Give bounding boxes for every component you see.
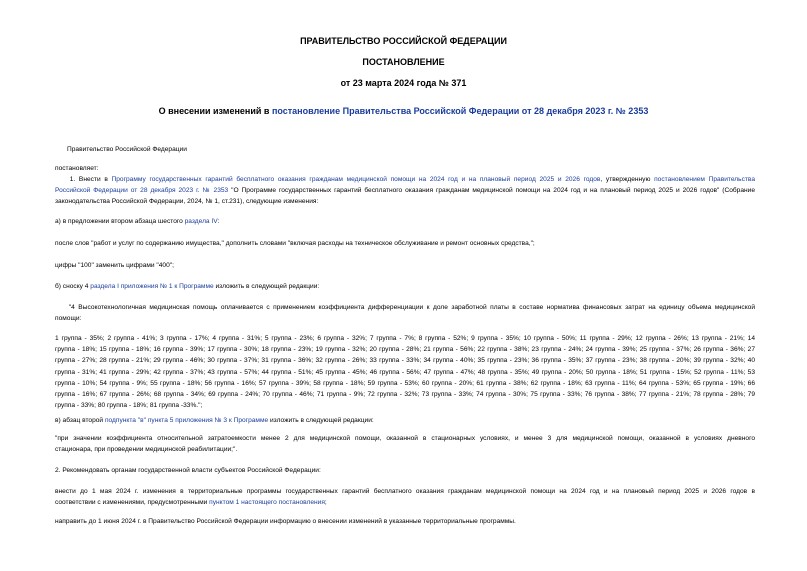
paragraph-2-a-line-1: внести до 1 мая 2024 г. изменения в территориальные программы государственных гарантий бесплатного оказания гражданам медицинской помощи на 2024 год и на плановый период 2025 и 2026 годов в	[55, 488, 755, 495]
p1-text-c: "О Программе государственных гарантий бесплатного оказания гражданам медицинской помощи на 2024 год и на плановый период 2025 и 2026 годов" (Собрание	[228, 187, 755, 195]
item-b-text: б) сноску 4	[55, 283, 91, 290]
paragraph-2: 2. Рекомендовать органам государственной власти субъектов Российской Федерации:	[55, 467, 321, 474]
item-v-quote	[55, 433, 755, 455]
group-line: группа - 27%; 28 группа - 21%; 29 группа - 46%; 30 группа - 37%; 31 группа - 36%; 32 группа - 26%; 33 группа - 33%; 34 группа - 40%; 35 группа - 23%; 36 группа - 35%; 37 группа - 23%; 38 группа - 20%; 39 группа - 32%; 40	[55, 357, 755, 365]
title-link[interactable]: постановление Правительства Российской Федерации от 28 декабря 2023 г. № 2353	[271, 106, 649, 116]
group-line: группа - 31%; 41 группа - 29%; 42 группа - 37%; 43 группа - 57%; 44 группа - 51%; 45 группа - 45%; 46 группа - 56%; 47 группа - 47%; 48 группа - 35%; 49 группа - 20%; 50 группа - 18%; 51 группа - 15%; 52 группа - 11%; 53	[55, 368, 755, 376]
date-number-heading: от 23 марта 2024 года № 371	[340, 78, 467, 88]
item-a-after-words: после слов "работ и услуг по содержанию имущества," дополнить словами "включая расходы на техническое обслуживание и ремонт основных средства,";	[55, 240, 535, 247]
section-iv-link[interactable]: раздела IV	[184, 218, 218, 225]
program-link[interactable]: Программу государственных гарантий бесплатного оказания гражданам медицинской помощи на 2024 год и на плановый период 2025 и 2026 годов	[111, 176, 601, 183]
paragraph-2-a-line-2	[55, 497, 755, 508]
decree-link-part-2[interactable]: Российской Федерации от 28 декабря 2023 г. № 2353	[55, 187, 229, 195]
group-line: группа - 10%; 54 группа - 9%; 55 группа - 18%; 56 группа - 16%; 57 группа - 39%; 58 группа - 18%; 59 группа - 53%; 60 группа - 20%; 61 группа - 38%; 62 группа - 18%; 63 группа - 11%; 64 группа - 53%; 65 группа - 19%; 66	[55, 379, 755, 387]
point-1-link[interactable]: пунктом 1 настоящего постановления	[209, 499, 325, 507]
item-v-text: в) абзац второй	[55, 417, 105, 424]
government-line: Правительство Российской Федерации	[67, 146, 187, 153]
appendix-3-link[interactable]: подпункта "в" пункта 5 приложения № 3 к Программе	[104, 417, 269, 424]
document-title	[0, 106, 807, 116]
doc-type-heading: ПОСТАНОВЛЕНИЕ	[362, 57, 445, 67]
item-b-tail: изложить в следующей редакции:	[213, 283, 320, 290]
item-a-colon: :	[217, 218, 220, 225]
group-line: группа - 33%; 80 группа - 18%; 81 группа -33%.";	[55, 402, 203, 410]
item-v	[55, 415, 374, 426]
paragraph-1	[55, 174, 755, 208]
paragraph-2-a	[55, 486, 755, 508]
group-coefficients	[55, 333, 755, 411]
decrees-line: постановляет:	[55, 165, 99, 172]
group-line: группа - 16%; 67 группа - 26%; 68 группа - 34%; 69 группа - 24%; 70 группа - 46%; 71 группа - 9%; 72 группа - 32%; 73 группа - 33%; 74 группа - 30%; 75 группа - 33%; 76 группа - 38%; 77 группа - 21%; 78 группа - 28%; 79	[55, 390, 755, 398]
footnote-line-2: помощи:	[55, 315, 82, 323]
paragraph-1-line-3: законодательства Российской Федерации, 2024, № 1, ст.231), следующие изменения:	[55, 198, 319, 206]
item-a-text: а) в предложении втором абзаца шестого	[55, 218, 185, 225]
footnote-4	[55, 302, 755, 324]
paragraph-1-line-2	[55, 185, 755, 196]
item-v-quote-line-2: стационара, при проведении медицинской реабилитации;".	[55, 446, 238, 454]
decree-link-part-1[interactable]: постановлением Правительства	[654, 176, 755, 183]
appendix-1-link[interactable]: раздела I приложения № 1 к Программе	[90, 283, 214, 290]
item-b	[55, 281, 319, 292]
title-prefix: О внесении изменений в	[158, 106, 272, 116]
p1-text-a: 1. Внести в	[69, 176, 112, 183]
paragraph-1-line-1	[55, 174, 755, 185]
p2a-semicolon: ;	[324, 499, 327, 507]
footnote-text: "4 Высокотехнологичная медицинская помощь оплачивается с применением коэффициента дифференциации к доле заработной платы в составе норматива финансовых затрат на единицу объема медицинской	[68, 304, 756, 311]
item-a-digits: цифры "100" заменить цифрами "400";	[55, 262, 174, 269]
item-v-quote-line-1: "при значении коэффициента относительной затратоемкости менее 2 для медицинской помощи, оказанной в стационарных условиях, и менее 3 для медицинской помощи, оказанной в условиях дневного	[55, 435, 755, 442]
footnote-line-1	[55, 302, 755, 313]
item-v-tail: изложить в следующей редакции:	[268, 417, 374, 424]
group-line: 1 группа - 35%; 2 группа - 41%; 3 группа - 17%; 4 группа - 31%; 5 группа - 23%; 6 группа - 32%; 7 группа - 7%; 8 группа - 52%; 9 группа - 35%; 10 группа - 50%; 11 группа - 29%; 12 группа - 26%; 13 группа - 21%; 14	[55, 335, 755, 342]
item-a	[55, 216, 219, 227]
government-heading: ПРАВИТЕЛЬСТВО РОССИЙСКОЙ ФЕДЕРАЦИИ	[300, 36, 507, 46]
group-line: группа - 18%; 15 группа - 18%; 16 группа - 39%; 17 группа - 30%; 18 группа - 23%; 19 группа - 32%; 20 группа - 28%; 21 группа - 56%; 22 группа - 38%; 23 группа - 24%; 24 группа - 39%; 25 группа - 37%; 26 группа - 36%; 27	[55, 346, 755, 354]
p2a-text: соответствии с изменениями, предусмотренными	[55, 499, 210, 507]
paragraph-2-b: направить до 1 июня 2024 г. в Правительство Российской Федерации информацию о внесении изменений в указанные территориальные программы.	[55, 518, 516, 525]
p1-text-b: , утвержденную	[600, 176, 655, 183]
